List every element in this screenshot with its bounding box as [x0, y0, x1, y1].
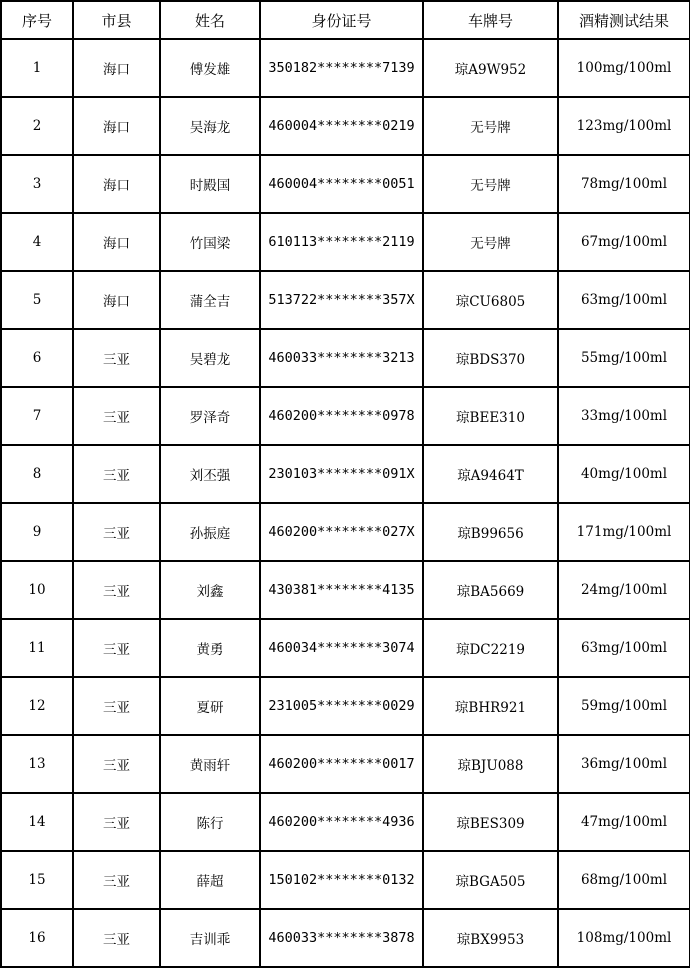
- cell-city: 三亚: [73, 387, 160, 445]
- table-row: [1, 97, 690, 155]
- cell-id-number: 460004********0051: [260, 155, 423, 213]
- cell-alcohol: 36mg/100ml: [558, 735, 690, 793]
- cell-city: 海口: [73, 213, 160, 271]
- cell-city: 三亚: [73, 677, 160, 735]
- table-row: [1, 213, 690, 271]
- header-city: 市县: [73, 1, 160, 39]
- cell-city: 三亚: [73, 619, 160, 677]
- cell-id-number: 430381********4135: [260, 561, 423, 619]
- table-row: [1, 909, 690, 967]
- header-id-number: 身份证号: [260, 1, 423, 39]
- cell-no: 11: [1, 619, 73, 677]
- table-row: [1, 155, 690, 213]
- cell-name: 刘丕强: [160, 445, 260, 503]
- header-no: 序号: [1, 1, 73, 39]
- cell-name: 薛超: [160, 851, 260, 909]
- cell-id-number: 460033********3213: [260, 329, 423, 387]
- cell-alcohol: 100mg/100ml: [558, 39, 690, 97]
- cell-no: 1: [1, 39, 73, 97]
- header-row: [1, 1, 690, 39]
- cell-plate: 琼A9W952: [423, 39, 558, 97]
- cell-city: 海口: [73, 271, 160, 329]
- cell-plate: 琼B99656: [423, 503, 558, 561]
- cell-id-number: 460004********0219: [260, 97, 423, 155]
- cell-alcohol: 171mg/100ml: [558, 503, 690, 561]
- cell-plate: 琼BDS370: [423, 329, 558, 387]
- table-row: [1, 387, 690, 445]
- cell-city: 三亚: [73, 503, 160, 561]
- table-row: [1, 39, 690, 97]
- cell-city: 三亚: [73, 735, 160, 793]
- cell-no: 14: [1, 793, 73, 851]
- cell-plate: 琼BX9953: [423, 909, 558, 967]
- cell-no: 16: [1, 909, 73, 967]
- cell-id-number: 230103********091X: [260, 445, 423, 503]
- cell-city: 三亚: [73, 561, 160, 619]
- cell-plate: 琼BGA505: [423, 851, 558, 909]
- cell-name: 黄雨轩: [160, 735, 260, 793]
- cell-no: 15: [1, 851, 73, 909]
- cell-plate: 琼BJU088: [423, 735, 558, 793]
- table-row: [1, 735, 690, 793]
- cell-plate: 琼A9464T: [423, 445, 558, 503]
- cell-name: 竹国梁: [160, 213, 260, 271]
- cell-alcohol: 55mg/100ml: [558, 329, 690, 387]
- table-row: [1, 619, 690, 677]
- cell-alcohol: 108mg/100ml: [558, 909, 690, 967]
- cell-alcohol: 123mg/100ml: [558, 97, 690, 155]
- cell-plate: 无号牌: [423, 155, 558, 213]
- cell-no: 10: [1, 561, 73, 619]
- cell-alcohol: 67mg/100ml: [558, 213, 690, 271]
- cell-name: 吴海龙: [160, 97, 260, 155]
- cell-plate: 琼DC2219: [423, 619, 558, 677]
- cell-no: 13: [1, 735, 73, 793]
- cell-id-number: 150102********0132: [260, 851, 423, 909]
- cell-alcohol: 33mg/100ml: [558, 387, 690, 445]
- cell-name: 吉训乖: [160, 909, 260, 967]
- cell-city: 三亚: [73, 329, 160, 387]
- cell-city: 海口: [73, 97, 160, 155]
- cell-no: 2: [1, 97, 73, 155]
- cell-no: 9: [1, 503, 73, 561]
- cell-id-number: 460034********3074: [260, 619, 423, 677]
- table-row: [1, 271, 690, 329]
- cell-no: 5: [1, 271, 73, 329]
- cell-alcohol: 68mg/100ml: [558, 851, 690, 909]
- cell-plate: 琼CU6805: [423, 271, 558, 329]
- cell-no: 12: [1, 677, 73, 735]
- table-row: [1, 793, 690, 851]
- cell-city: 三亚: [73, 909, 160, 967]
- cell-city: 三亚: [73, 793, 160, 851]
- cell-alcohol: 24mg/100ml: [558, 561, 690, 619]
- cell-name: 罗泽奇: [160, 387, 260, 445]
- cell-alcohol: 59mg/100ml: [558, 677, 690, 735]
- cell-alcohol: 47mg/100ml: [558, 793, 690, 851]
- cell-id-number: 460200********4936: [260, 793, 423, 851]
- cell-plate: 琼BEE310: [423, 387, 558, 445]
- cell-alcohol: 63mg/100ml: [558, 619, 690, 677]
- cell-plate: 无号牌: [423, 97, 558, 155]
- cell-city: 海口: [73, 39, 160, 97]
- cell-alcohol: 63mg/100ml: [558, 271, 690, 329]
- cell-city: 海口: [73, 155, 160, 213]
- cell-plate: 无号牌: [423, 213, 558, 271]
- cell-no: 3: [1, 155, 73, 213]
- cell-id-number: 460200********0017: [260, 735, 423, 793]
- cell-city: 三亚: [73, 851, 160, 909]
- cell-name: 刘鑫: [160, 561, 260, 619]
- cell-name: 傅发雄: [160, 39, 260, 97]
- table-row: [1, 329, 690, 387]
- header-alcohol: 酒精测试结果: [558, 1, 690, 39]
- cell-name: 夏研: [160, 677, 260, 735]
- table-row: [1, 445, 690, 503]
- table-row: [1, 851, 690, 909]
- cell-no: 8: [1, 445, 73, 503]
- cell-id-number: 350182********7139: [260, 39, 423, 97]
- cell-id-number: 231005********0029: [260, 677, 423, 735]
- cell-plate: 琼BES309: [423, 793, 558, 851]
- cell-id-number: 513722********357X: [260, 271, 423, 329]
- cell-id-number: 460033********3878: [260, 909, 423, 967]
- header-plate: 车牌号: [423, 1, 558, 39]
- header-name: 姓名: [160, 1, 260, 39]
- cell-plate: 琼BA5669: [423, 561, 558, 619]
- cell-plate: 琼BHR921: [423, 677, 558, 735]
- cell-name: 吴碧龙: [160, 329, 260, 387]
- table-row: [1, 561, 690, 619]
- cell-alcohol: 40mg/100ml: [558, 445, 690, 503]
- cell-id-number: 460200********027X: [260, 503, 423, 561]
- cell-no: 4: [1, 213, 73, 271]
- cell-name: 孙振庭: [160, 503, 260, 561]
- cell-name: 时殿国: [160, 155, 260, 213]
- cell-name: 蒲全吉: [160, 271, 260, 329]
- cell-no: 7: [1, 387, 73, 445]
- table-row: [1, 503, 690, 561]
- cell-id-number: 610113********2119: [260, 213, 423, 271]
- cell-alcohol: 78mg/100ml: [558, 155, 690, 213]
- table-row: [1, 677, 690, 735]
- cell-city: 三亚: [73, 445, 160, 503]
- cell-no: 6: [1, 329, 73, 387]
- cell-name: 黄勇: [160, 619, 260, 677]
- cell-id-number: 460200********0978: [260, 387, 423, 445]
- cell-name: 陈行: [160, 793, 260, 851]
